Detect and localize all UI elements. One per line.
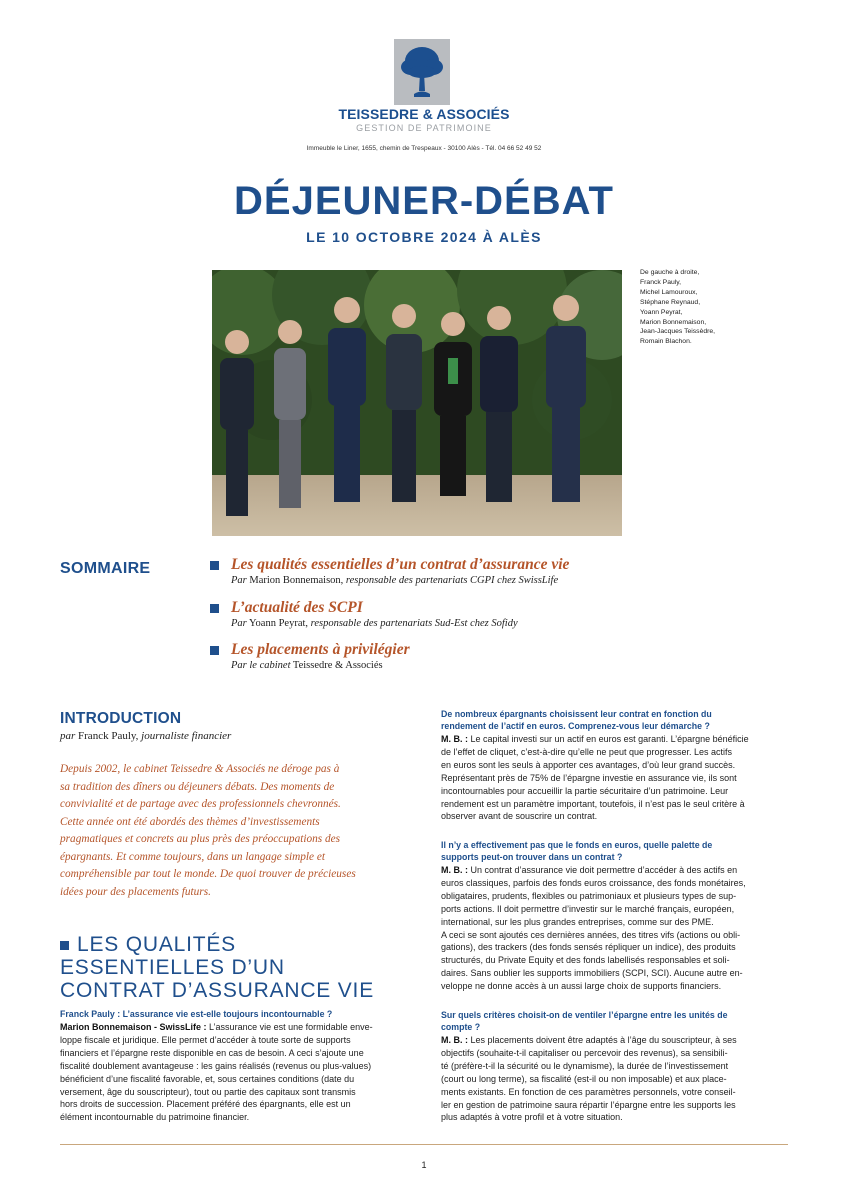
caption-line: Yoann Peyrat, [640, 308, 683, 316]
section-title [60, 933, 420, 1002]
answer-line: financiers et l’épargne reste disponible en cas de besoin. A ceci s’ajoute une [60, 1047, 364, 1058]
intro-line: pragmatiques et concrets au plus près des préoccupations des [60, 833, 341, 845]
answer-line: incontournables pour accueillir la partie sécuritaire d’un patrimoine. Leur [441, 785, 729, 796]
intro-text [60, 761, 416, 901]
speaker-name: M. B. : [441, 1035, 468, 1045]
interview-answer [441, 733, 791, 823]
summary-item-title: L’actualité des SCPI [231, 599, 363, 616]
company-logo [394, 39, 450, 105]
interview-answer [60, 1021, 420, 1124]
page-number: 1 [421, 1160, 427, 1170]
caption-line: Michel Lamouroux, [640, 288, 698, 296]
byline-prefix: Par le cabinet [231, 660, 291, 671]
question-line: De nombreux épargnants choisissent leur contrat en fonction du [441, 709, 712, 719]
caption-line: Stéphane Reynaud, [640, 298, 701, 306]
group-photo [212, 270, 622, 536]
intro-line: convivialité et de partage avec des professionnels chevronnés. [60, 798, 341, 810]
brand-tagline: GESTION DE PATRIMOINE [356, 123, 492, 133]
page-title: DÉJEUNER-DÉBAT [234, 179, 614, 223]
question-line: rendement de l’actif en euros. Comprenez-vous leur démarche ? [441, 721, 710, 731]
caption-line: Jean-Jacques Teissèdre, [640, 328, 716, 336]
answer-line: ler en gestion de patrimoine saura répartir l’épargne entre les supports les [441, 1099, 736, 1110]
answer-line: ports actions. Il doit permettre d’investir sur le marché français, européen, [441, 903, 735, 914]
question-line: Il n’y a effectivement pas que le fonds en euros, quelle palette de [441, 840, 713, 850]
photo-caption [640, 268, 750, 347]
answer-line: objectifs (souhaite-t-il capitaliser ou percevoir des revenus), sa sensibili- [441, 1047, 728, 1058]
byline-role: journaliste financier [141, 730, 232, 742]
answer-first-line [441, 733, 791, 746]
interview-answer [441, 1034, 791, 1124]
section-title-line: LES QUALITÉS [77, 933, 236, 956]
event-date: LE 10 OCTOBRE 2024 À ALÈS [306, 229, 542, 245]
answer-line: daires. Sans oublier les supports immobiliers (SCPI, SCI). Aucune autre en- [441, 968, 743, 979]
answer-line: hors droits de succession. Placement préféré des épargnants, elle est un [60, 1099, 351, 1110]
brand-name: TEISSEDRE & ASSOCIÉS [338, 106, 510, 122]
square-bullet-icon [210, 561, 219, 570]
byline-name: Yoann Peyrat, [249, 618, 309, 629]
answer-line: Le capital investi sur un actif en euros est garanti. L’épargne bénéficie [470, 734, 749, 744]
intro-line: sa tradition des dîners ou déjeuners débats. Des moments de [60, 780, 335, 793]
answer-first-line [60, 1021, 420, 1034]
answer-line: veloppe ne donne accès à un aussi large choix de supports financiers. [441, 981, 722, 992]
answer-line: (court ou long terme), sa fiscalité (est-il ou non imposable) et aux place- [441, 1073, 727, 1084]
question-line: compte ? [441, 1022, 481, 1032]
answer-line: euros classiques, parfois des fonds euros croissance, des fonds monétaires, [441, 877, 746, 888]
speaker-name: Marion Bonnemaison - SwissLife : [60, 1022, 207, 1032]
interview-answer [441, 864, 791, 993]
summary-item-title: Les qualités essentielles d’un contrat d’assurance vie [231, 556, 570, 573]
answer-line: international, sur les plus grandes entreprises, comme sur des PME. [441, 916, 714, 927]
byline-prefix: Par [231, 575, 247, 586]
answer-line: Représentant près de 75% de l’épargne investie en assurance vie, ils sont [441, 772, 737, 783]
question-line: supports peut-on trouver dans un contrat ? [441, 852, 623, 862]
caption-line: De gauche à droite, [640, 269, 700, 276]
square-bullet-icon [210, 646, 219, 655]
interview-question [441, 1009, 791, 1033]
answer-line: A ceci se sont ajoutés ces dernières années, des titres vifs (actions ou obli- [441, 929, 741, 940]
answer-first-line [441, 864, 791, 877]
answer-line: observer avant de souscrire un contrat. [441, 811, 598, 822]
section-title-line: ESSENTIELLES D’UN [60, 956, 285, 979]
answer-line: Un contrat d’assurance vie doit permettre d’accéder à des actifs en [470, 865, 738, 875]
interview-question: Franck Pauly : L’assurance vie est-elle toujours incontournable ? [60, 1009, 333, 1019]
intro-line: Depuis 2002, le cabinet Teissedre & Associés ne déroge pas à [60, 763, 340, 775]
interview-question [441, 839, 791, 863]
interview-question [441, 708, 791, 732]
section-title-line: CONTRAT D’ASSURANCE VIE [60, 979, 374, 1002]
summary-heading: SOMMAIRE [60, 560, 151, 577]
intro-line: Cette année ont été abordés des thèmes d’investissements [60, 815, 320, 828]
intro-line: épargnants. Et comme toujours, dans un langage simple et [60, 850, 326, 863]
question-line: Sur quels critères choisit-on de ventiler l’épargne entre les unités de [441, 1010, 728, 1020]
speaker-name: M. B. : [441, 865, 468, 875]
summary-item-title: Les placements à privilégier [231, 641, 410, 658]
answer-line: versement, âge du souscripteur), tout ou partie des capitaux sont transmis [60, 1086, 356, 1097]
answer-line: en euros sont les seuls à apporter ces avantages, d’où leur grand succès. [441, 759, 736, 770]
speaker-name: M. B. : [441, 734, 468, 744]
answer-line: ments existants. En fonction de ces paramètres personnels, votre conseil- [441, 1086, 736, 1097]
intro-line: compréhensible par tout le monde. De quoi trouver de précieuses [60, 868, 356, 880]
company-address: Immeuble le Liner, 1655, chemin de Trespeaux - 30100 Alès - Tél. 04 66 52 49 52 [306, 145, 542, 152]
byline-role: responsable des partenariats CGPI chez SwissLife [345, 575, 559, 586]
byline-name: Franck Pauly, [78, 730, 139, 742]
answer-line: té (préfère-t-il la sécurité ou le dynamisme), la durée de l’investissement [441, 1060, 729, 1071]
caption-line: Franck Pauly, [640, 278, 682, 286]
summary-item-byline [231, 575, 558, 586]
answer-line: plus adaptés à votre profil et à votre situation. [441, 1112, 623, 1123]
byline-prefix: par [60, 730, 76, 742]
summary-item-byline [231, 660, 383, 671]
answer-line: fiscalité doublement avantageuse : les gains réalisés (revenus ou plus-values) [60, 1060, 372, 1071]
answer-line: loppe fiscale et juridique. Elle permet d’accéder à toute sorte de supports [60, 1034, 351, 1045]
intro-line: idées pour des placements futurs. [60, 885, 211, 898]
byline-prefix: Par [231, 618, 247, 629]
answer-first-line [441, 1034, 791, 1047]
answer-line: obligataires, prudents, flexibles ou patrimoniaux et plusieurs types de sup- [441, 890, 737, 901]
byline-role: responsable des partenariats Sud-Est chez Sofidy [310, 618, 518, 629]
answer-line: élément incontournable du patrimoine financier. [60, 1112, 250, 1123]
intro-byline [60, 730, 231, 742]
answer-line: Les placements doivent être adaptés à l’âge du souscripteur, à ses [470, 1035, 737, 1045]
summary-item-byline [231, 618, 518, 629]
intro-heading: INTRODUCTION [60, 710, 182, 727]
answer-line: rendement est un paramètre important, toutefois, il n’est pas le seul critère à [441, 798, 745, 809]
caption-line: Romain Blachon. [640, 338, 692, 346]
answer-line: de l’effet de cliquet, c’est-à-dire qu’elle ne peut que progresser. Les actifs [441, 746, 733, 757]
footer-divider [60, 1144, 788, 1145]
tree-icon [394, 39, 450, 105]
byline-name: Marion Bonnemaison, [249, 575, 344, 586]
byline-name: Teissedre & Associés [292, 660, 383, 671]
answer-line: gations), des trackers (des fonds sensés répliquer un indice), des produits [441, 942, 736, 953]
square-bullet-icon [210, 604, 219, 613]
answer-line: bénéficient d’une fiscalité favorable, et, sous certaines conditions (date du [60, 1073, 355, 1084]
answer-line: structurés, du Private Equity et des fonds labellisés responsables et soli- [441, 955, 730, 966]
answer-line: L’assurance vie est une formidable enve- [209, 1022, 373, 1032]
caption-line: Marion Bonnemaison, [640, 318, 707, 326]
